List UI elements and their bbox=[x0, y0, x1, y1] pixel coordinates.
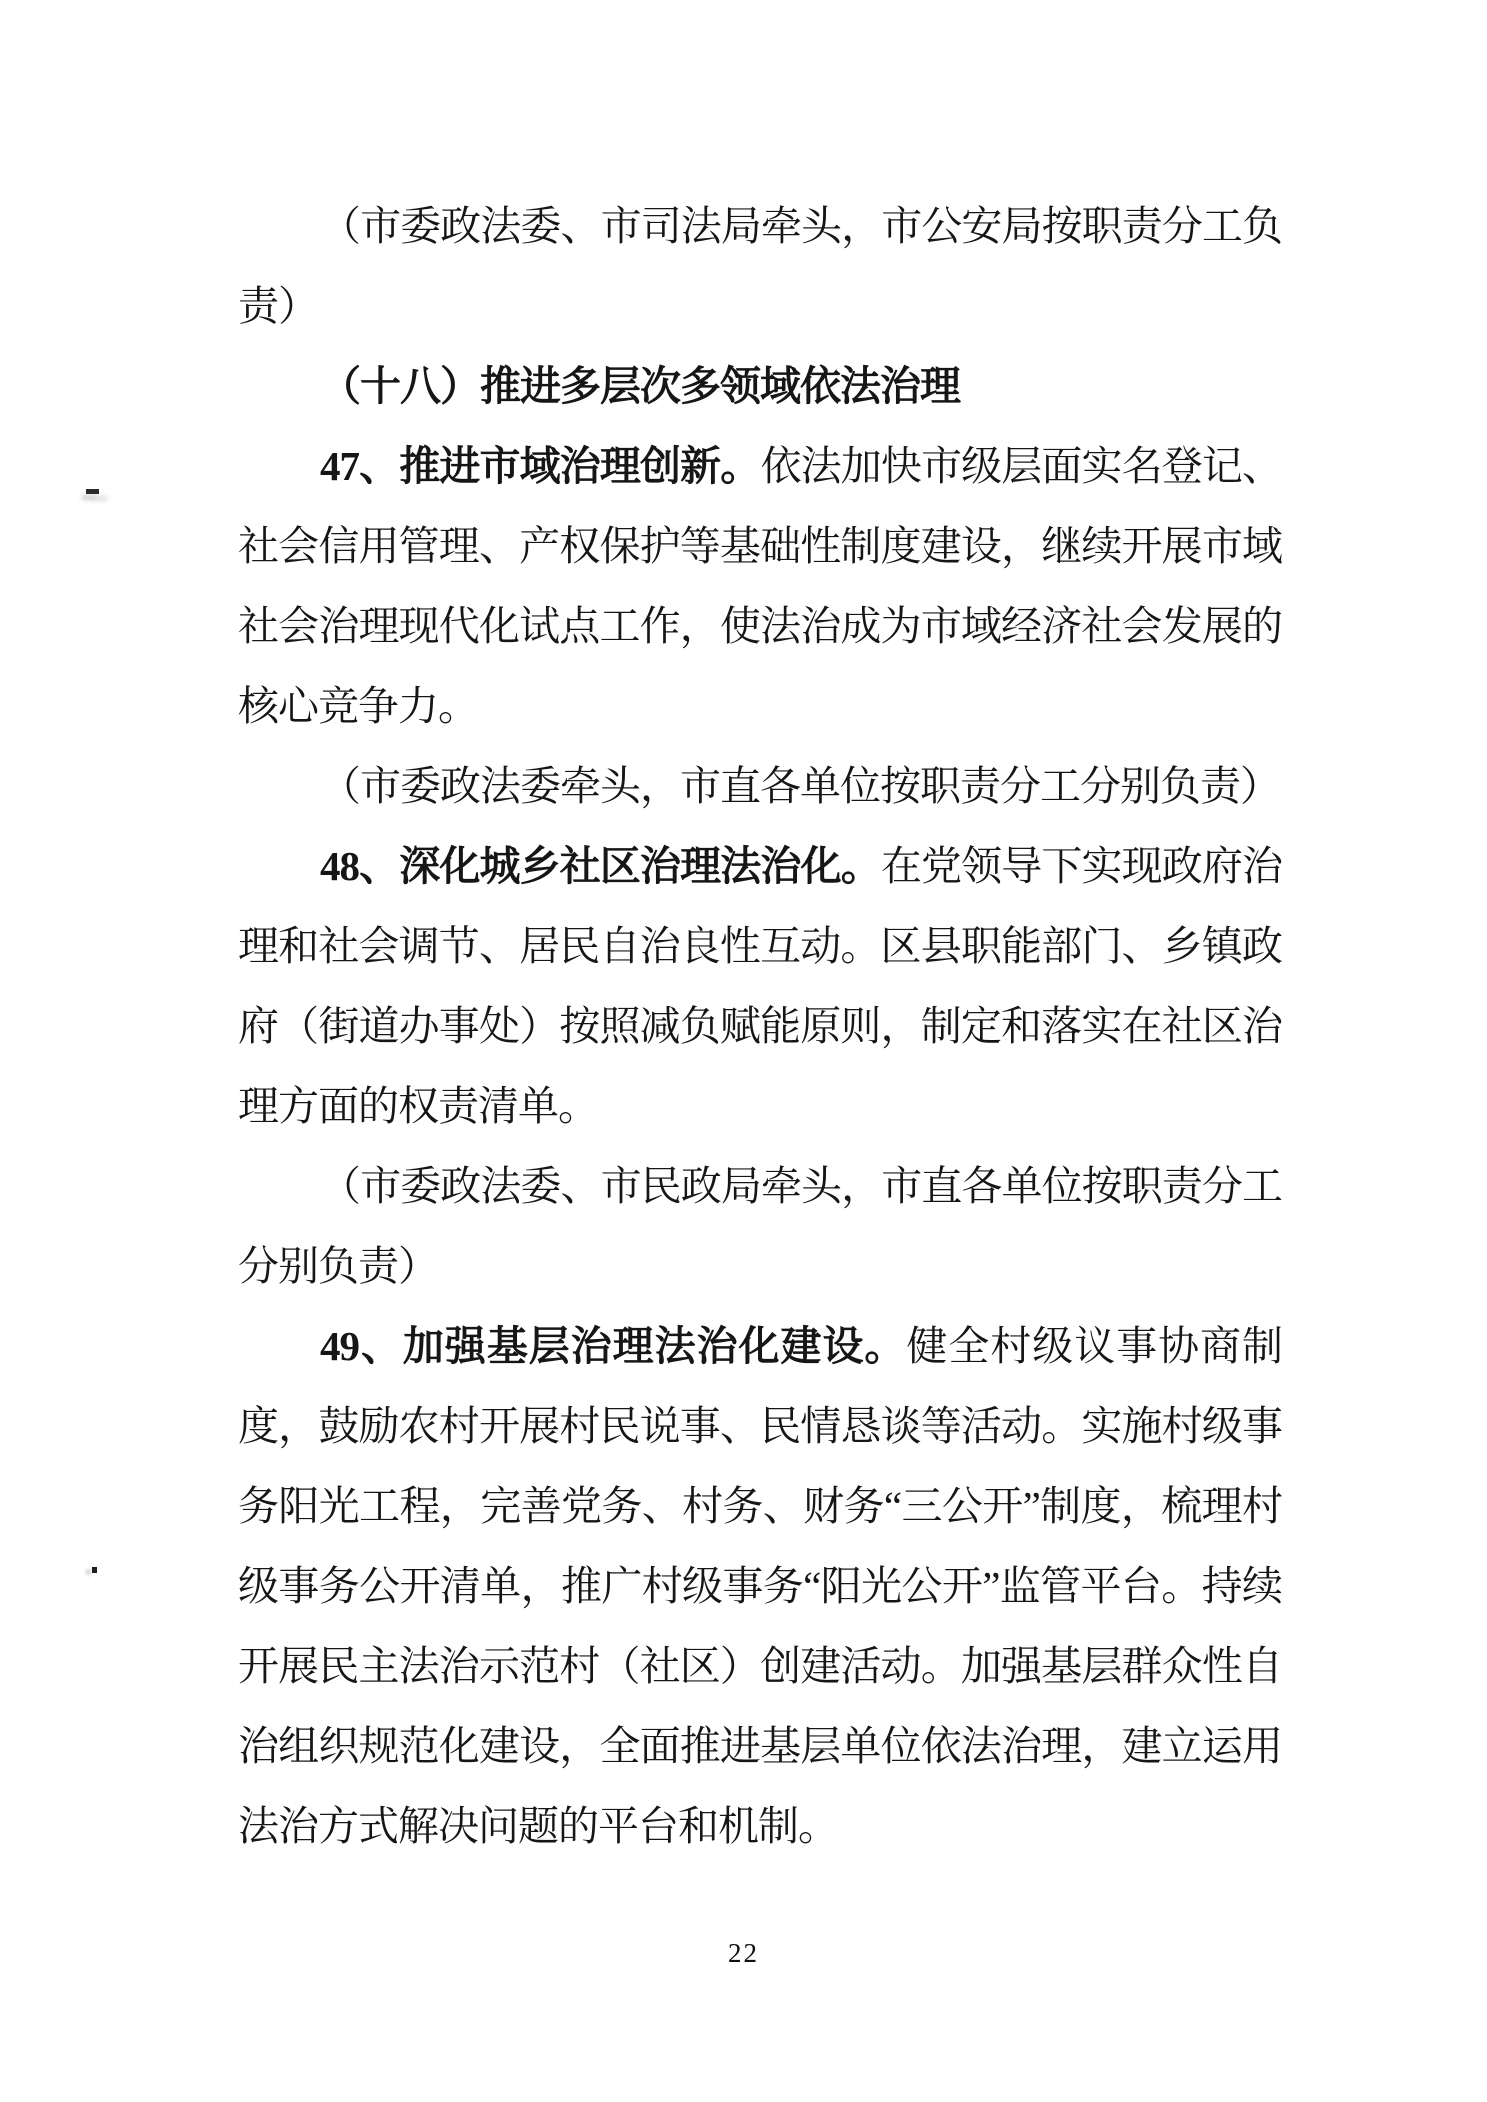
scan-artifact-dot bbox=[92, 1567, 97, 1573]
page-number: 22 bbox=[728, 1938, 759, 1968]
paragraph-text: 健全村级议事协商制度，鼓励农村开展村民说事、民情恳谈等活动。实施村级事务阳光工程，完善党务、村务、财务“三公开”制度，梳理村级事务公开清单，推广村级事务“阳光公开”监管平台。持续开展民主法治示范村（社区）创建活动。加强基层群众性自治组织规范化建设，全面推进基层单位依法治理，建立运用法治方式解决问题的平台和机制。 bbox=[238, 1323, 1283, 1849]
paragraph-text: （市委政法委、市民政局牵头，市直各单位按职责分工分别负责） bbox=[238, 1163, 1282, 1289]
paragraph bbox=[238, 186, 1282, 346]
document-body bbox=[238, 186, 1282, 1866]
paragraph-lead-text: 47、推进市域治理创新。 bbox=[320, 443, 761, 489]
paragraph bbox=[238, 746, 1282, 826]
paragraph bbox=[238, 426, 1282, 746]
paragraph-lead-text: 48、深化城乡社区治理法治化。 bbox=[320, 843, 881, 889]
section-heading bbox=[238, 346, 1282, 426]
paragraph-text: 在党领导下实现政府治理和社会调节、居民自治良性互动。区县职能部门、乡镇政府（街道办事处）按照减负赋能原则，制定和落实在社区治理方面的权责清单。 bbox=[238, 843, 1283, 1129]
paragraph-text: （市委政法委、市司法局牵头，市公安局按职责分工负责） bbox=[238, 203, 1282, 329]
scan-artifact-dash bbox=[86, 489, 99, 494]
paragraph-lead-text: （十八）推进多层次多领域依法治理 bbox=[320, 363, 960, 409]
paragraph-lead-text: 49、加强基层治理法治化建设。 bbox=[320, 1323, 907, 1369]
paragraph-text: 依法加快市级层面实名登记、社会信用管理、产权保护等基础性制度建设，继续开展市域社会治理现代化试点工作，使法治成为市域经济社会发展的核心竞争力。 bbox=[238, 443, 1283, 729]
paragraph bbox=[238, 1146, 1282, 1306]
paragraph-text: （市委政法委牵头，市直各单位按职责分工分别负责） bbox=[320, 763, 1280, 809]
paragraph bbox=[238, 826, 1282, 1146]
paragraph bbox=[238, 1306, 1282, 1866]
